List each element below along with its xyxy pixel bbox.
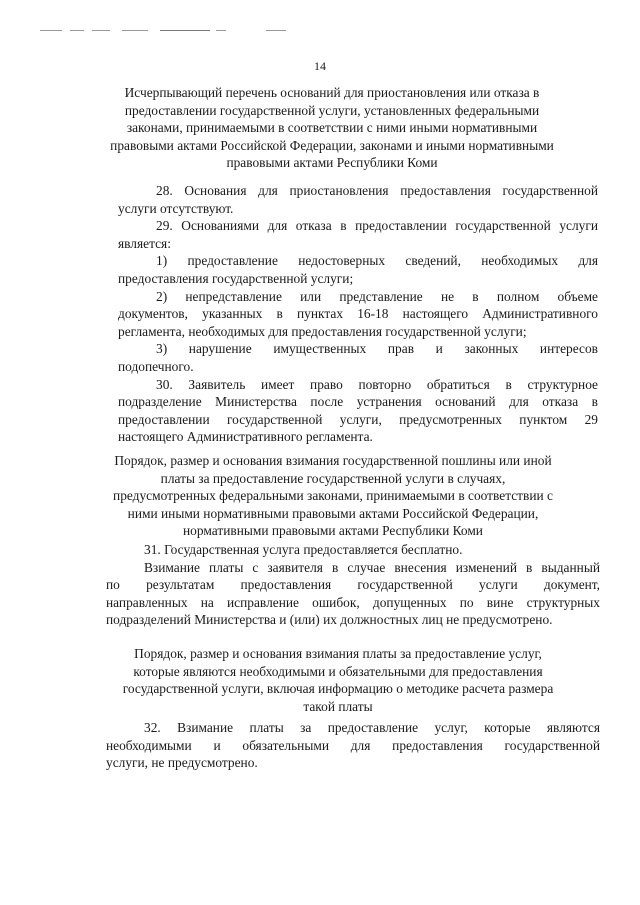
- text-line: 1) предоставление недостоверных сведений, необходимых для: [156, 253, 598, 269]
- section-paragraph-31: [106, 541, 600, 629]
- heading-state-duty: [98, 452, 568, 540]
- heading-line: платы за предоставление государственной услуги в случаях,: [160, 470, 506, 486]
- heading-line: Порядок, размер и основания взимания платы за предоставление услуг,: [134, 646, 542, 661]
- heading-paid-services: [108, 645, 568, 715]
- section-paragraphs-28-30: [118, 182, 598, 446]
- text-line: предоставлении государственной услуги, предусмотренных пунктом 29: [118, 411, 598, 427]
- text-line: необходимыми и обязательными для предоставления государственной: [106, 737, 600, 753]
- text-line: 28. Основания для приостановления предоставления государственной: [156, 183, 598, 198]
- text-line: 31. Государственная услуга предоставляется бесплатно.: [144, 542, 463, 557]
- heading-line: предусмотренных федеральными законами, принимаемыми в соответствии с: [113, 488, 553, 503]
- heading-line: ними иными нормативными правовыми актами Российской Федерации,: [127, 505, 539, 521]
- text-line: настоящего Административного регламента.: [118, 429, 373, 445]
- text-line: регламента, необходимых для предоставления государственной услуги;: [118, 323, 527, 339]
- text-line: услуги отсутствуют.: [118, 200, 234, 216]
- heading-line: правовыми актами Российской Федерации, законами и иными нормативными: [110, 137, 554, 153]
- text-line: подразделение Министерства после устранения оснований для отказа в: [118, 394, 598, 410]
- text-line: услуги, не предусмотрено.: [106, 755, 258, 771]
- heading-line: законами, принимаемыми в соответствии с ними иными нормативными: [126, 120, 538, 135]
- heading-line: Исчерпывающий перечень оснований для приостановления или отказа в: [124, 85, 540, 100]
- text-line: документов, указанных в пунктах 16-18 настоящего Административного: [118, 306, 598, 322]
- text-line: Взимание платы с заявителя в случае внесения изменений в выданный: [144, 559, 600, 575]
- text-line: по результатам предоставления государственной услуги документ,: [106, 577, 600, 593]
- text-line: 3) нарушение имущественных прав и законных интересов: [156, 341, 598, 357]
- scan-artifact-marks: [40, 28, 300, 34]
- text-line: предоставления государственной услуги;: [118, 270, 354, 286]
- text-line: 32. Взимание платы за предоставление услуг, которые являются: [144, 720, 600, 735]
- heading-line: правовыми актами Республики Коми: [226, 155, 438, 170]
- heading-grounds-refusal: [108, 84, 556, 172]
- text-line: 30. Заявитель имеет право повторно обратиться в структурное: [156, 376, 598, 392]
- text-line: направленных на исправление ошибок, допущенных по вине структурных: [106, 594, 600, 610]
- heading-line: государственной услуги, включая информацию о методике расчета размера: [122, 681, 554, 696]
- text-line: 29. Основаниями для отказа в предоставлении государственной услуги: [156, 218, 598, 234]
- heading-line: предоставлении государственной услуги, установленных федеральными: [124, 102, 540, 118]
- heading-line: нормативными правовыми актами Республики Коми: [183, 523, 483, 538]
- section-paragraph-32: [106, 719, 600, 772]
- text-line: является:: [118, 235, 171, 251]
- heading-line: такой платы: [303, 698, 373, 714]
- text-line: подразделений Министерства и (или) их должностных лиц не предусмотрено.: [106, 612, 553, 628]
- text-line: 2) непредставление или представление не в полном объеме: [156, 288, 598, 304]
- heading-line: Порядок, размер и основания взимания государственной пошлины или иной: [114, 453, 552, 468]
- heading-line: которые являются необходимыми и обязательными для предоставления: [133, 663, 543, 679]
- page-number: 14: [314, 59, 326, 73]
- text-line: подопечного.: [118, 358, 194, 374]
